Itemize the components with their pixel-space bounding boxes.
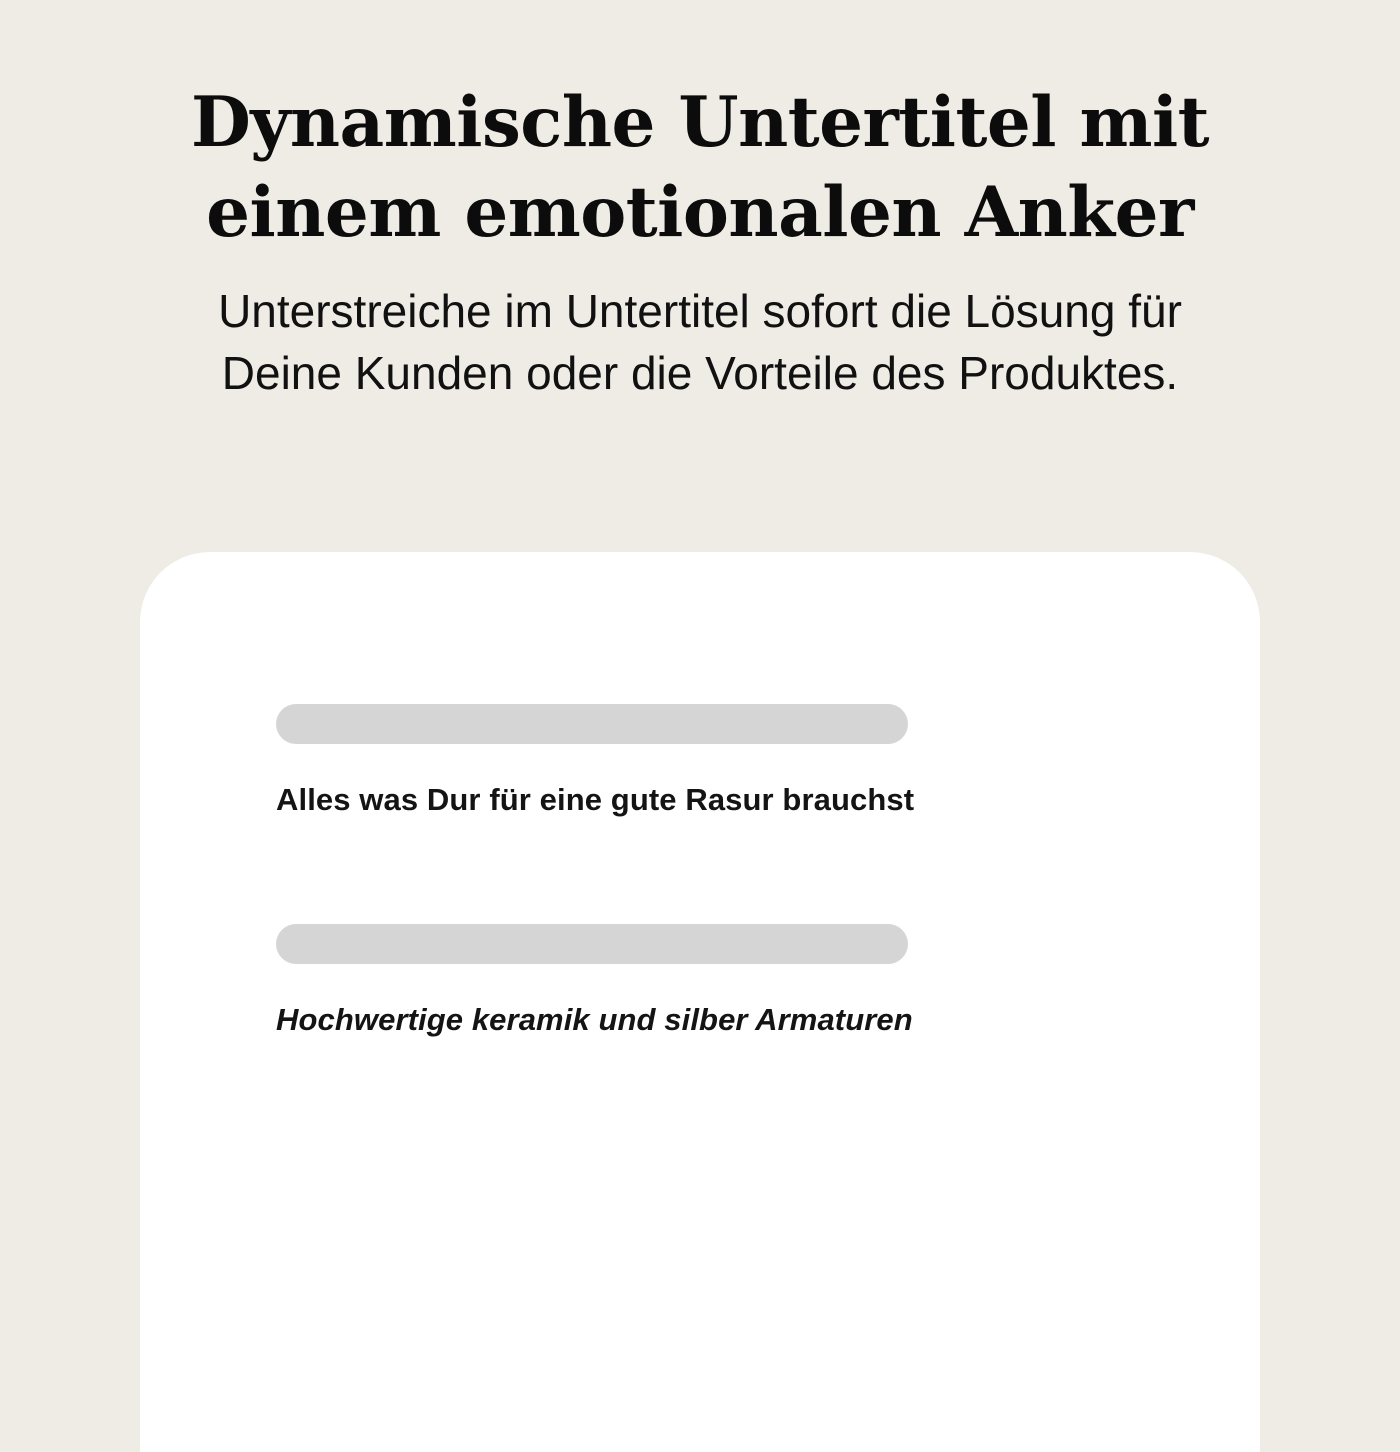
- placeholder-bar-2: [276, 924, 908, 964]
- page-title: Dynamische Untertitel mit einem emotionalen Anker: [190, 82, 1210, 253]
- list-item-caption-2: Hochwertige keramik und silber Armaturen: [276, 1002, 913, 1037]
- phone-mockup-card: [140, 552, 1260, 1452]
- mockup-content-list: [276, 704, 1124, 1144]
- list-item: [276, 704, 1124, 818]
- list-item-caption-1: Alles was Dur für eine gute Rasur brauchst: [276, 782, 915, 817]
- placeholder-bar-1: [276, 704, 908, 744]
- list-item: [276, 924, 1124, 1038]
- page-subtitle: Unterstreiche im Untertitel sofort die Lösung für Deine Kunden oder die Vorteile des Produktes.: [218, 285, 1182, 399]
